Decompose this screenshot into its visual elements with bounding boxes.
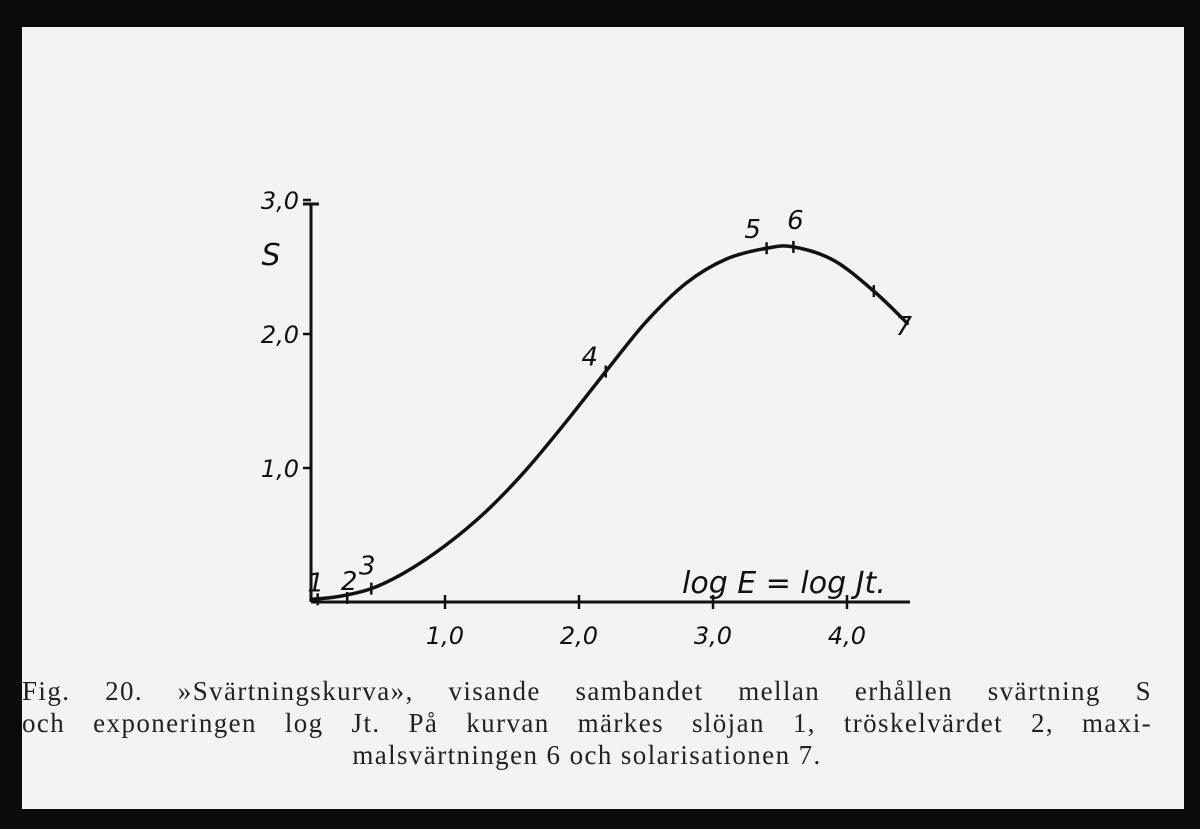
caption-line-1: Fig. 20. »Svärtningskurva», visande sambandet mellan erhållen svärtning S xyxy=(22,676,1152,706)
caption-line-2: och exponeringen log Jt. På kurvan märkes slöjan 1, tröskelvärdet 2, maxi- xyxy=(22,708,1152,738)
curve-point-label-5: 5 xyxy=(744,215,761,246)
x-tick-label-3: 3,0 xyxy=(693,622,733,650)
curve-point-label-2: 2 xyxy=(340,566,358,597)
figure-caption xyxy=(22,675,1152,771)
x-tick-label-1: 1,0 xyxy=(425,622,465,650)
x-tick-label-2: 2,0 xyxy=(559,622,599,650)
curve-point-label-3: 3 xyxy=(359,551,376,582)
blackening-curve-chart xyxy=(22,27,1184,667)
x-tick-label-4: 4,0 xyxy=(827,622,867,650)
caption-line-3: malsvärtningen 6 och solarisationen 7. xyxy=(352,740,822,770)
x-axis-label: log E = log Jt. xyxy=(682,566,886,601)
y-tick-label-1: 1,0 xyxy=(260,455,299,483)
curve-point-label-4: 4 xyxy=(581,342,599,373)
curve-point-label-7: 7 xyxy=(895,312,913,343)
lantern-slide-plate xyxy=(22,27,1184,809)
blackening-curve-line xyxy=(311,246,907,599)
curve-point-label-6: 6 xyxy=(787,205,804,236)
y-tick-label-2: 2,0 xyxy=(260,321,299,349)
y-axis-label: S xyxy=(261,238,281,273)
curve-point-label-1: 1 xyxy=(307,568,324,599)
y-tick-label-3: 3,0 xyxy=(260,187,299,215)
